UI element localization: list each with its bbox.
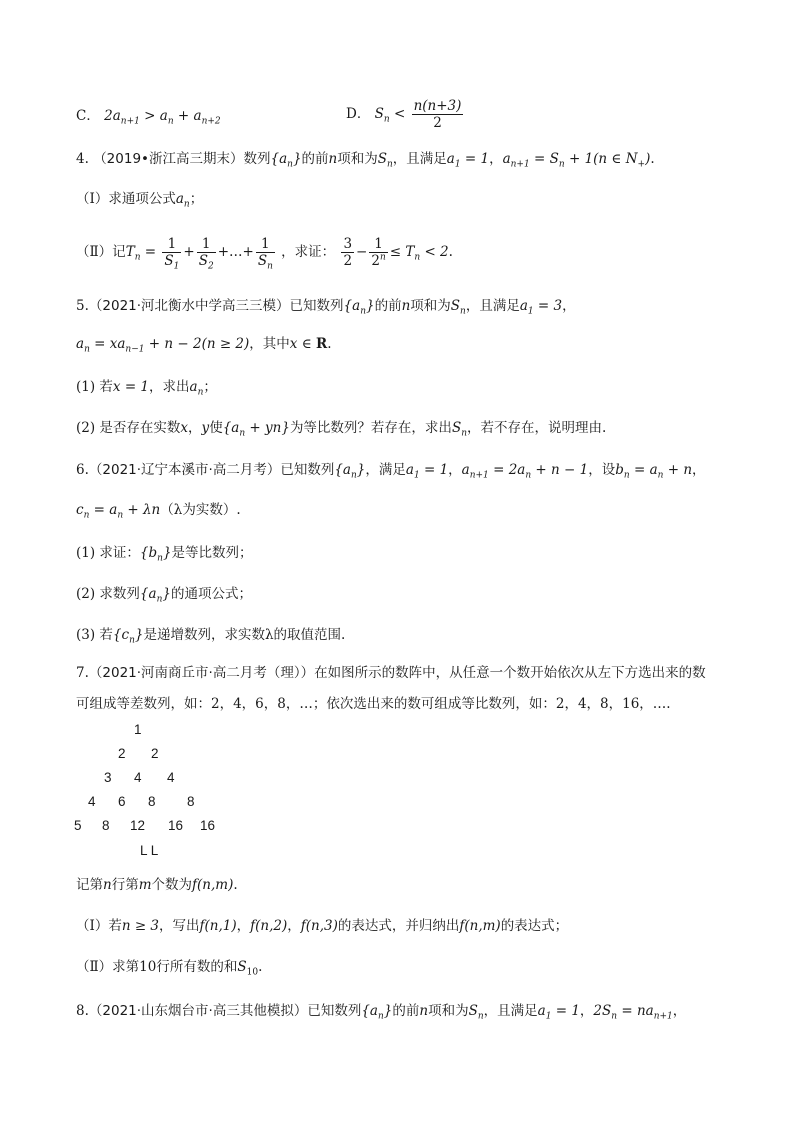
q4-part1: （Ⅰ）求通项公式$a_n$；: [76, 191, 204, 210]
option-c: C． $2a_{n+1} > a_n + a_{n+2}$: [76, 108, 221, 127]
triangle-cell: 12: [130, 818, 146, 833]
q5-part1: (1) 若x = 1，求出$a_n$；: [76, 379, 217, 398]
triangle-cell: 5: [74, 818, 82, 833]
triangle-cell: 6: [118, 794, 126, 809]
triangle-cell: 2: [151, 746, 159, 761]
q6-part2: (2) 求数列$\{a_n\}$的通项公式；: [76, 586, 252, 605]
q5-part2: (2) 是否存在实数x，y使$\{a_n + yn\}$为等比数列？若存在，求出$S_n$，若不存在，说明理由.: [76, 420, 607, 439]
q6-line2: $c_n = a_n + \lambda n(\lambda$为实数）.: [76, 502, 241, 521]
triangle-ellipsis: L L: [140, 843, 159, 858]
q6-part3: (3) 若$\{c_n\}$是递增数列，求实数λ的取值范围.: [76, 627, 346, 646]
triangle-cell: 4: [88, 794, 96, 809]
q4-stem: 4. （2019•浙江高三期末）数列$\{a_n\}$的前n项和为$S_n$，且满足$a_1 = 1$，$a_{n+1} = S_n + 1(n$ ∈ $N_+$).: [76, 151, 655, 170]
triangle-cell: 4: [167, 770, 175, 785]
q7-part2: （Ⅱ）求第10行所有数的和$S_{10}$.: [76, 959, 263, 978]
q7-stem-2: 可组成等差数列，如：2，4，6，8，…；依次选出来的数可组成等比数列，如：2，4，8，16，….: [76, 696, 671, 712]
triangle-cell: 8: [148, 794, 156, 809]
triangle-cell: 4: [134, 770, 142, 785]
triangle-cell: 8: [102, 818, 110, 833]
q5-stem: 5.（2021·河北衡水中学高三三模）已知数列$\{a_n\}$的前n项和为$S_n$，且满足$a_1 = 3$，: [76, 298, 576, 317]
q7-definition: 记第n行第m个数为f(n,m).: [76, 877, 238, 893]
q6-stem: 6.（2021·辽宁本溪市·高二月考）已知数列$\{a_n\}$，满足$a_1 = 1$，$a_{n+1} = 2a_n + n - 1$，设$b_n = a_n + n$，: [76, 462, 706, 481]
triangle-cell: 3: [104, 770, 112, 785]
q5-line2: $a_n = xa_{n-1} + n - 2(n \ge 2)$，其中x ∈ R.: [76, 336, 332, 355]
triangle-cell: 8: [187, 794, 195, 809]
q8-stem: 8.（2021·山东烟台市·高三其他模拟）已知数列$\{a_n\}$的前n项和为$S_n$，且满足$a_1 = 1$，$2S_n = na_{n+1}$，: [76, 1003, 687, 1022]
q7-stem: 7.（2021·河南商丘市·高二月考（理））在如图所示的数阵中，从任意一个数开始依次从左下方选出来的数: [76, 665, 706, 681]
q4-part2: （Ⅱ）记$T_n$ = $\frac{1}{S_1}$ + $\frac{1}{S_2}$ +…+ $\frac{1}{S_n}$ ，求证： $\frac{3}{2}$ − $\frac{1}{2^n}$ ≤ $T_n < 2$.: [76, 236, 453, 272]
q7-part1: （Ⅰ）若n ≥ 3，写出f(n,1)，f(n,2)，f(n,3)的表达式，并归纳出f(n,m)的表达式；: [76, 918, 569, 934]
triangle-cell: 1: [134, 722, 142, 737]
triangle-cell: 16: [200, 818, 216, 833]
option-d: D． $S_n$ < $\frac{n(n+3)}{2}$: [346, 98, 462, 131]
triangle-cell: 2: [118, 746, 126, 761]
triangle-cell: 16: [168, 818, 184, 833]
q6-part1: (1) 求证：$\{b_n\}$是等比数列；: [76, 545, 253, 564]
